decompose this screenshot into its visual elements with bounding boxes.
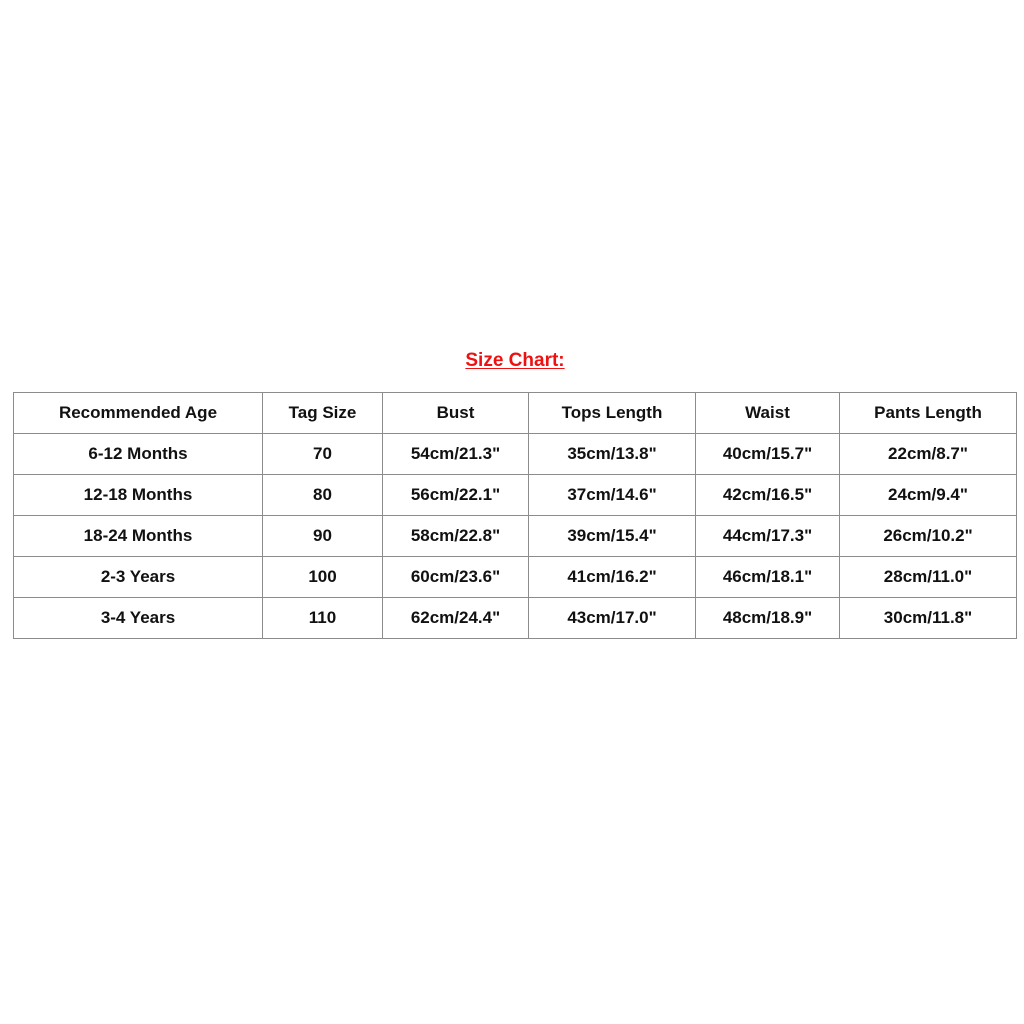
cell-waist: 44cm/17.3" [696,516,840,557]
table-row [14,434,1017,475]
cell-bust: 60cm/23.6" [383,557,529,598]
cell-pants-length: 30cm/11.8" [840,598,1017,639]
cell-tops-length: 41cm/16.2" [529,557,696,598]
header-tops-length: Tops Length [529,393,696,434]
cell-waist: 48cm/18.9" [696,598,840,639]
cell-tag-size: 90 [263,516,383,557]
cell-bust: 54cm/21.3" [383,434,529,475]
cell-waist: 40cm/15.7" [696,434,840,475]
size-chart-table [13,392,1017,639]
header-tag-size: Tag Size [263,393,383,434]
cell-recommended-age: 6-12 Months [14,434,263,475]
cell-recommended-age: 2-3 Years [14,557,263,598]
cell-tops-length: 43cm/17.0" [529,598,696,639]
header-recommended-age: Recommended Age [14,393,263,434]
header-waist: Waist [696,393,840,434]
cell-pants-length: 24cm/9.4" [840,475,1017,516]
table-row [14,475,1017,516]
cell-pants-length: 26cm/10.2" [840,516,1017,557]
cell-bust: 58cm/22.8" [383,516,529,557]
cell-tops-length: 39cm/15.4" [529,516,696,557]
header-bust: Bust [383,393,529,434]
table-row [14,557,1017,598]
cell-pants-length: 22cm/8.7" [840,434,1017,475]
cell-recommended-age: 12-18 Months [14,475,263,516]
cell-tops-length: 37cm/14.6" [529,475,696,516]
cell-waist: 46cm/18.1" [696,557,840,598]
header-pants-length: Pants Length [840,393,1017,434]
cell-bust: 56cm/22.1" [383,475,529,516]
table-row [14,516,1017,557]
cell-tag-size: 70 [263,434,383,475]
size-chart-title: Size Chart: [465,350,565,371]
cell-pants-length: 28cm/11.0" [840,557,1017,598]
cell-tag-size: 80 [263,475,383,516]
cell-waist: 42cm/16.5" [696,475,840,516]
cell-recommended-age: 18-24 Months [14,516,263,557]
cell-bust: 62cm/24.4" [383,598,529,639]
table-header-row [14,393,1017,434]
cell-tops-length: 35cm/13.8" [529,434,696,475]
cell-recommended-age: 3-4 Years [14,598,263,639]
cell-tag-size: 100 [263,557,383,598]
cell-tag-size: 110 [263,598,383,639]
table-row [14,598,1017,639]
